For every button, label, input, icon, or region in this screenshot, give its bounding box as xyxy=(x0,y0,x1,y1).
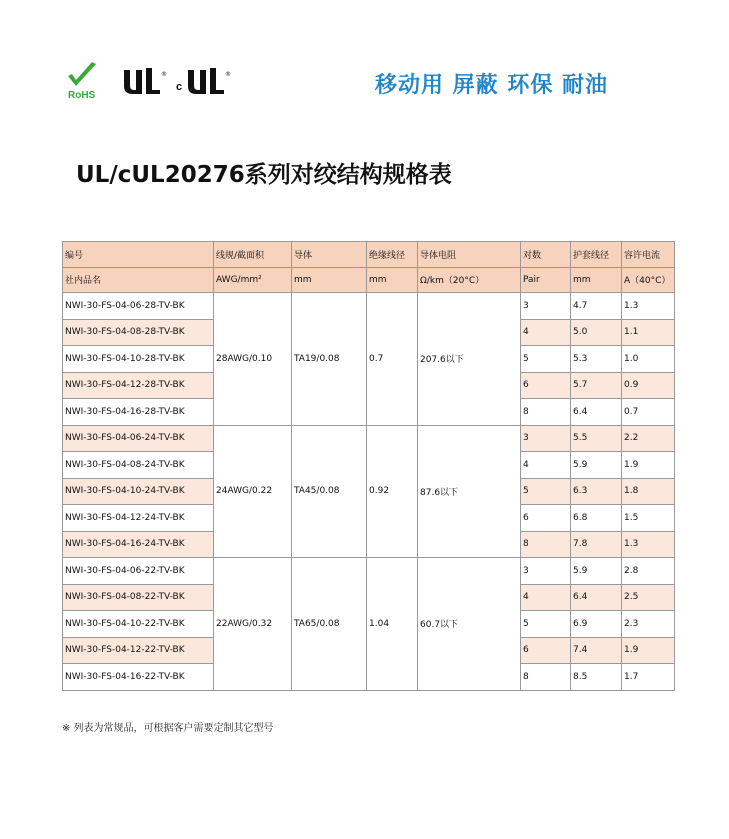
jacket-diameter-cell: 5.5 xyxy=(571,425,622,452)
jacket-diameter-cell: 5.0 xyxy=(571,319,622,346)
resistance-cell: 207.6以下 xyxy=(418,293,521,426)
header-cell: 护套线径 xyxy=(571,242,622,268)
svg-text:c: c xyxy=(176,81,183,93)
header-cell: 对数 xyxy=(521,242,571,268)
table-row xyxy=(63,558,675,585)
insulation-diameter-cell: 1.04 xyxy=(367,558,418,691)
allowable-current-cell: 1.0 xyxy=(622,346,675,373)
header-cell: A（40°C） xyxy=(622,267,675,293)
pair-count-cell: 6 xyxy=(521,637,571,664)
allowable-current-cell: 0.7 xyxy=(622,399,675,426)
gauge-cell: 22AWG/0.32 xyxy=(214,558,292,691)
part-number-cell: NWI-30-FS-04-12-22-TV-BK xyxy=(63,637,214,664)
header-cell: AWG/mm² xyxy=(214,267,292,293)
ul-logo xyxy=(120,66,166,96)
pair-count-cell: 6 xyxy=(521,505,571,532)
part-number-cell: NWI-30-FS-04-08-24-TV-BK xyxy=(63,452,214,479)
allowable-current-cell: 2.5 xyxy=(622,584,675,611)
part-number-cell: NWI-30-FS-04-10-28-TV-BK xyxy=(63,346,214,373)
allowable-current-cell: 0.9 xyxy=(622,372,675,399)
header-cell: 绝缘线径 xyxy=(367,242,418,268)
footnote: ※ 列表为常规品，可根据客户需要定制其它型号 xyxy=(62,723,274,734)
pair-count-cell: 4 xyxy=(521,319,571,346)
jacket-diameter-cell: 5.9 xyxy=(571,452,622,479)
table-row xyxy=(63,425,675,452)
part-number-cell: NWI-30-FS-04-06-24-TV-BK xyxy=(63,425,214,452)
jacket-diameter-cell: 5.3 xyxy=(571,346,622,373)
part-number-cell: NWI-30-FS-04-16-28-TV-BK xyxy=(63,399,214,426)
svg-text:®: ® xyxy=(225,71,231,78)
pair-count-cell: 6 xyxy=(521,372,571,399)
jacket-diameter-cell: 8.5 xyxy=(571,664,622,691)
allowable-current-cell: 1.9 xyxy=(622,452,675,479)
pair-count-cell: 4 xyxy=(521,584,571,611)
jacket-diameter-cell: 4.7 xyxy=(571,293,622,320)
resistance-cell: 87.6以下 xyxy=(418,425,521,558)
conductor-cell: TA65/0.08 xyxy=(292,558,367,691)
allowable-current-cell: 1.3 xyxy=(622,293,675,320)
gauge-cell: 28AWG/0.10 xyxy=(214,293,292,426)
table-row xyxy=(63,293,675,320)
allowable-current-cell: 2.8 xyxy=(622,558,675,585)
rohs-logo xyxy=(62,62,106,102)
header-cell: 社内品名 xyxy=(63,267,214,293)
part-number-cell: NWI-30-FS-04-06-28-TV-BK xyxy=(63,293,214,320)
spec-table xyxy=(62,241,675,691)
pair-count-cell: 3 xyxy=(521,558,571,585)
pair-count-cell: 8 xyxy=(521,531,571,558)
header-cell: Pair xyxy=(521,267,571,293)
allowable-current-cell: 1.8 xyxy=(622,478,675,505)
jacket-diameter-cell: 5.9 xyxy=(571,558,622,585)
part-number-cell: NWI-30-FS-04-10-22-TV-BK xyxy=(63,611,214,638)
part-number-cell: NWI-30-FS-04-06-22-TV-BK xyxy=(63,558,214,585)
header-cell: mm xyxy=(367,267,418,293)
header-cell: 编号 xyxy=(63,242,214,268)
header-row xyxy=(63,267,675,293)
jacket-diameter-cell: 7.8 xyxy=(571,531,622,558)
jacket-diameter-cell: 5.7 xyxy=(571,372,622,399)
header-cell: 导体 xyxy=(292,242,367,268)
allowable-current-cell: 2.3 xyxy=(622,611,675,638)
slogan: 移动用 屏蔽 环保 耐油 xyxy=(375,73,608,98)
part-number-cell: NWI-30-FS-04-08-22-TV-BK xyxy=(63,584,214,611)
header-cell: mm xyxy=(571,267,622,293)
pair-count-cell: 3 xyxy=(521,425,571,452)
allowable-current-cell: 1.1 xyxy=(622,319,675,346)
page-title: UL/cUL20276系列对绞结构规格表 xyxy=(76,162,452,188)
pair-count-cell: 8 xyxy=(521,664,571,691)
allowable-current-cell: 1.5 xyxy=(622,505,675,532)
cul-logo xyxy=(174,66,234,96)
header-cell: mm xyxy=(292,267,367,293)
part-number-cell: NWI-30-FS-04-16-22-TV-BK xyxy=(63,664,214,691)
gauge-cell: 24AWG/0.22 xyxy=(214,425,292,558)
pair-count-cell: 3 xyxy=(521,293,571,320)
allowable-current-cell: 2.2 xyxy=(622,425,675,452)
pair-count-cell: 4 xyxy=(521,452,571,479)
allowable-current-cell: 1.9 xyxy=(622,637,675,664)
pair-count-cell: 5 xyxy=(521,478,571,505)
allowable-current-cell: 1.3 xyxy=(622,531,675,558)
header-cell: 容许电流 xyxy=(622,242,675,268)
jacket-diameter-cell: 6.4 xyxy=(571,399,622,426)
svg-text:®: ® xyxy=(161,71,167,78)
jacket-diameter-cell: 6.9 xyxy=(571,611,622,638)
certification-logos xyxy=(62,62,232,102)
conductor-cell: TA19/0.08 xyxy=(292,293,367,426)
pair-count-cell: 5 xyxy=(521,611,571,638)
header-cell: 线规/截面积 xyxy=(214,242,292,268)
conductor-cell: TA45/0.08 xyxy=(292,425,367,558)
resistance-cell: 60.7以下 xyxy=(418,558,521,691)
part-number-cell: NWI-30-FS-04-10-24-TV-BK xyxy=(63,478,214,505)
jacket-diameter-cell: 6.3 xyxy=(571,478,622,505)
header-cell: Ω/km（20°C） xyxy=(418,267,521,293)
part-number-cell: NWI-30-FS-04-16-24-TV-BK xyxy=(63,531,214,558)
pair-count-cell: 5 xyxy=(521,346,571,373)
part-number-cell: NWI-30-FS-04-12-24-TV-BK xyxy=(63,505,214,532)
header-row xyxy=(63,242,675,268)
insulation-diameter-cell: 0.92 xyxy=(367,425,418,558)
part-number-cell: NWI-30-FS-04-12-28-TV-BK xyxy=(63,372,214,399)
part-number-cell: NWI-30-FS-04-08-28-TV-BK xyxy=(63,319,214,346)
jacket-diameter-cell: 6.4 xyxy=(571,584,622,611)
jacket-diameter-cell: 6.8 xyxy=(571,505,622,532)
pair-count-cell: 8 xyxy=(521,399,571,426)
rohs-text: RoHS xyxy=(68,90,96,101)
jacket-diameter-cell: 7.4 xyxy=(571,637,622,664)
header-cell: 导体电阻 xyxy=(418,242,521,268)
insulation-diameter-cell: 0.7 xyxy=(367,293,418,426)
allowable-current-cell: 1.7 xyxy=(622,664,675,691)
